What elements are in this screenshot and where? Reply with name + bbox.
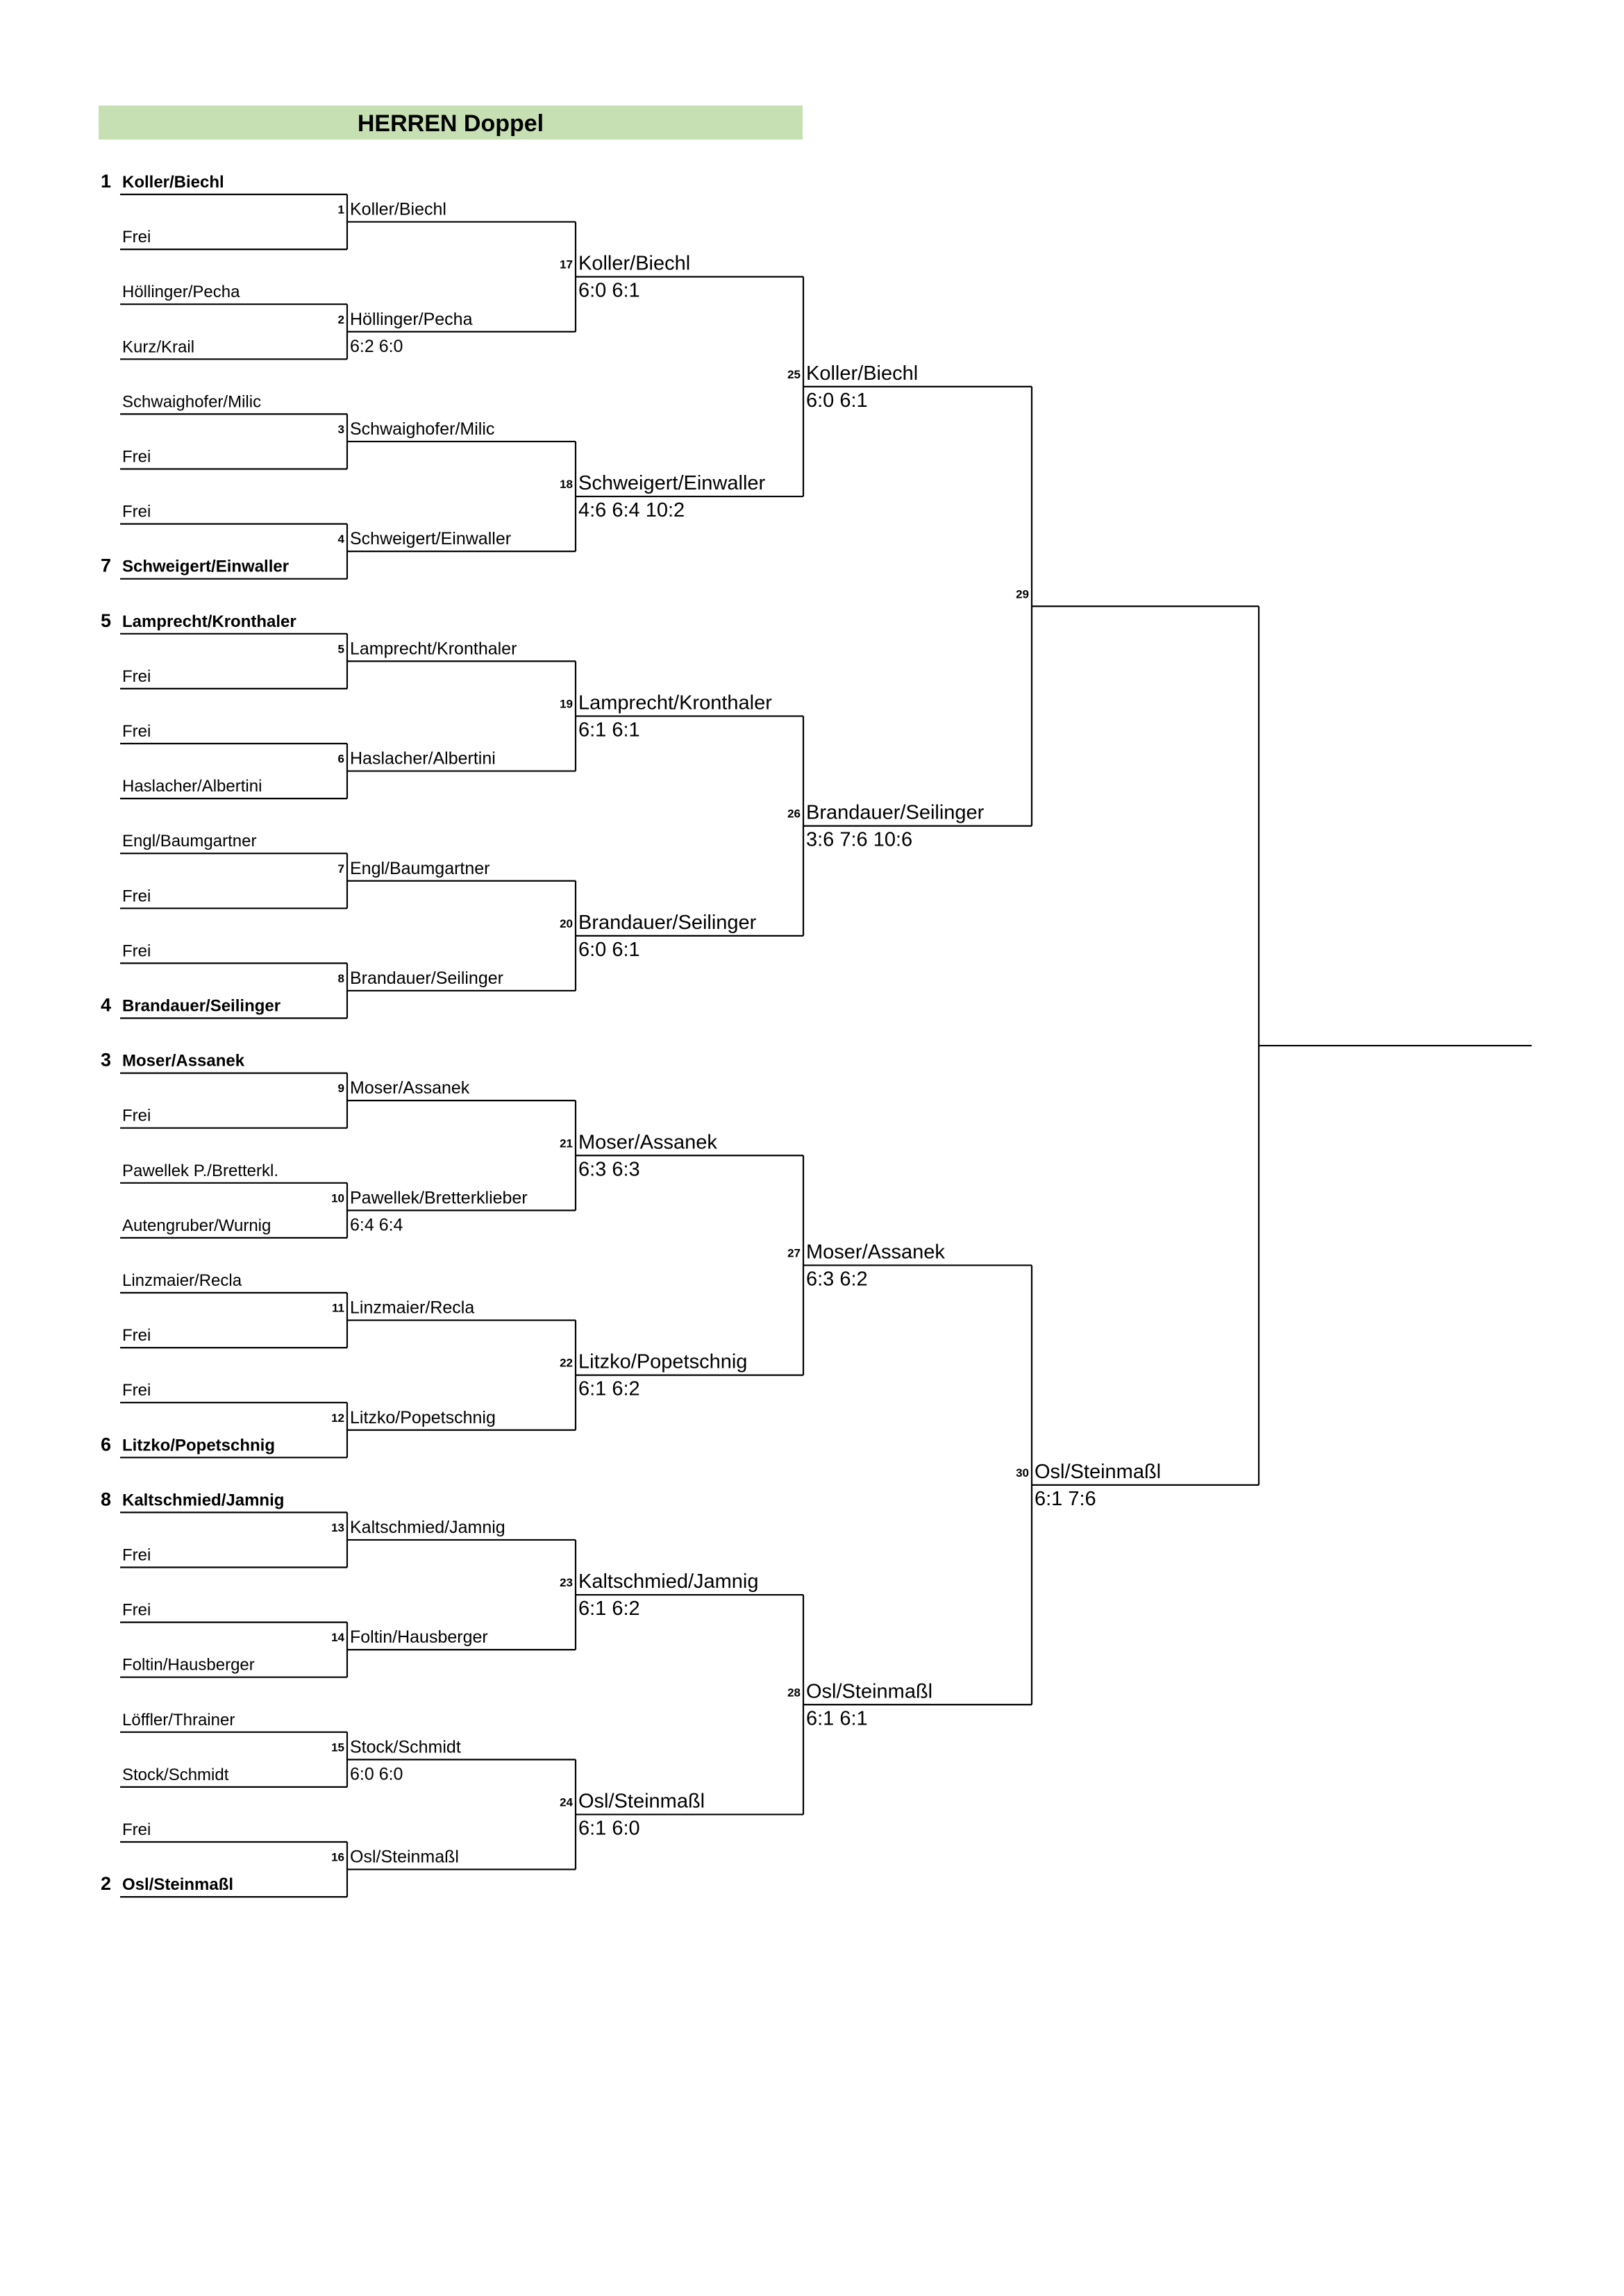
match-score: 6:0 6:0 [350,1764,403,1784]
match-number: 21 [560,1137,573,1150]
player-name: Lamprecht/Kronthaler [122,612,296,631]
match-score: 6:2 6:0 [350,336,403,356]
match-number: 24 [560,1795,573,1809]
match-number: 3 [337,422,344,436]
match-number: 9 [337,1082,344,1096]
match-number: 7 [337,862,344,875]
match-winner: Moser/Assanek [806,1241,945,1264]
match-winner: Brandauer/Seilinger [806,801,985,824]
player-name: Schwaighofer/Milic [122,392,262,412]
match-winner: Moser/Assanek [578,1131,717,1154]
seed-number: 1 [100,171,111,192]
match-winner: Stock/Schmidt [350,1737,461,1757]
player-name: Frei [122,447,151,467]
match-winner: Schweigert/Einwaller [578,472,766,495]
match-number: 14 [331,1631,344,1645]
match-number: 30 [1016,1466,1029,1480]
match-number: 28 [787,1686,801,1700]
match-winner: Lamprecht/Kronthaler [350,639,517,659]
match-number: 26 [787,807,801,821]
match-winner: Brandauer/Seilinger [350,968,503,988]
player-name: Schweigert/Einwaller [122,557,290,576]
match-winner: Osl/Steinmaßl [578,1790,705,1813]
match-winner: Koller/Biechl [578,252,691,275]
match-score: 6:1 6:0 [578,1817,640,1840]
player-name: Haslacher/Albertini [122,777,262,796]
player-name: Stock/Schmidt [122,1765,229,1784]
player-name: Frei [122,887,151,906]
match-number: 13 [331,1520,344,1534]
player-name: Frei [122,1600,151,1620]
match-number: 8 [337,971,344,985]
match-number: 5 [337,642,344,656]
match-winner: Litzko/Popetschnig [350,1407,496,1427]
match-winner: Schweigert/Einwaller [350,529,512,549]
match-number: 19 [560,697,573,711]
player-name: Brandauer/Seilinger [122,996,281,1016]
match-winner: Pawellek/Bretterklieber [350,1188,528,1208]
match-winner: Moser/Assanek [350,1078,470,1098]
match-winner: Schwaighofer/Milic [350,419,495,439]
match-winner: Haslacher/Albertini [350,748,496,769]
match-score: 6:1 6:1 [578,719,640,741]
seed-number: 2 [100,1873,111,1895]
player-name: Frei [122,502,151,521]
bracket-labels [101,171,1161,1894]
match-number: 15 [331,1741,344,1754]
seed-number: 3 [100,1049,111,1071]
match-number: 1 [337,203,344,217]
match-score: 6:0 6:1 [578,279,640,302]
match-score: 6:3 6:2 [806,1268,868,1291]
match-number: 18 [560,478,573,492]
match-winner: Brandauer/Seilinger [578,911,757,934]
player-name: Frei [122,228,151,247]
match-score: 6:0 6:1 [806,389,868,412]
match-number: 11 [332,1301,344,1315]
match-number: 10 [331,1191,344,1205]
match-number: 25 [787,367,801,381]
player-name: Frei [122,1106,151,1125]
match-winner: Linzmaier/Recla [350,1298,475,1318]
match-winner: Koller/Biechl [806,362,919,385]
match-winner: Osl/Steinmaßl [350,1847,459,1867]
match-winner: Kaltschmied/Jamnig [578,1570,759,1593]
match-score: 6:1 6:2 [578,1377,640,1400]
match-score: 6:1 7:6 [1035,1487,1096,1510]
seed-number: 8 [100,1489,111,1510]
match-score: 6:1 6:1 [806,1707,868,1730]
player-name: Höllinger/Pecha [122,283,240,302]
player-name: Kurz/Krail [122,337,195,357]
player-name: Moser/Assanek [122,1051,245,1071]
match-winner: Osl/Steinmaßl [1035,1460,1162,1483]
match-winner: Kaltschmied/Jamnig [350,1517,505,1537]
player-name: Frei [122,1820,151,1839]
player-name: Autengruber/Wurnig [122,1216,271,1235]
match-number: 27 [787,1246,801,1260]
match-score: 6:1 6:2 [578,1598,640,1620]
seed-number: 5 [100,610,111,631]
player-name: Litzko/Popetschnig [122,1436,276,1455]
player-name: Frei [122,722,151,741]
match-winner: Lamprecht/Kronthaler [578,692,772,714]
match-score: 6:3 6:3 [578,1158,640,1181]
player-name: Engl/Baumgartner [122,832,257,851]
match-score: 6:0 6:1 [578,938,640,961]
player-name: Frei [122,941,151,961]
match-number: 6 [337,752,344,766]
match-score: 6:4 6:4 [350,1215,403,1235]
match-number: 17 [560,258,573,271]
match-number: 23 [560,1576,573,1590]
match-number: 20 [560,916,573,930]
match-score: 4:6 6:4 10:2 [578,499,685,522]
match-score: 3:6 7:6 10:6 [806,828,913,851]
player-name: Kaltschmied/Jamnig [122,1491,285,1510]
player-name: Koller/Biechl [122,173,224,192]
seed-number: 7 [100,555,111,576]
page-title: HERREN Doppel [357,110,544,137]
match-winner: Engl/Baumgartner [350,858,490,878]
seed-number: 6 [100,1434,111,1455]
match-number: 4 [337,533,344,546]
player-name: Frei [122,1326,151,1346]
match-winner: Koller/Biechl [350,199,446,219]
player-name: Foltin/Hausberger [122,1655,255,1675]
match-winner: Osl/Steinmaßl [806,1680,933,1703]
match-number: 22 [560,1356,573,1370]
player-name: Frei [122,1545,151,1565]
match-number: 29 [1016,587,1029,601]
match-winner: Litzko/Popetschnig [578,1350,748,1373]
player-name: Linzmaier/Recla [122,1271,242,1290]
player-name: Frei [122,1381,151,1400]
match-number: 12 [331,1411,344,1425]
match-number: 16 [331,1850,344,1864]
player-name: Löffler/Thrainer [122,1710,235,1729]
match-number: 2 [337,312,344,326]
seed-number: 4 [100,994,111,1016]
match-winner: Höllinger/Pecha [350,309,473,329]
player-name: Osl/Steinmaßl [122,1875,234,1895]
match-winner: Foltin/Hausberger [350,1627,488,1648]
player-name: Frei [122,667,151,686]
player-name: Pawellek P./Bretterkl. [122,1161,278,1180]
